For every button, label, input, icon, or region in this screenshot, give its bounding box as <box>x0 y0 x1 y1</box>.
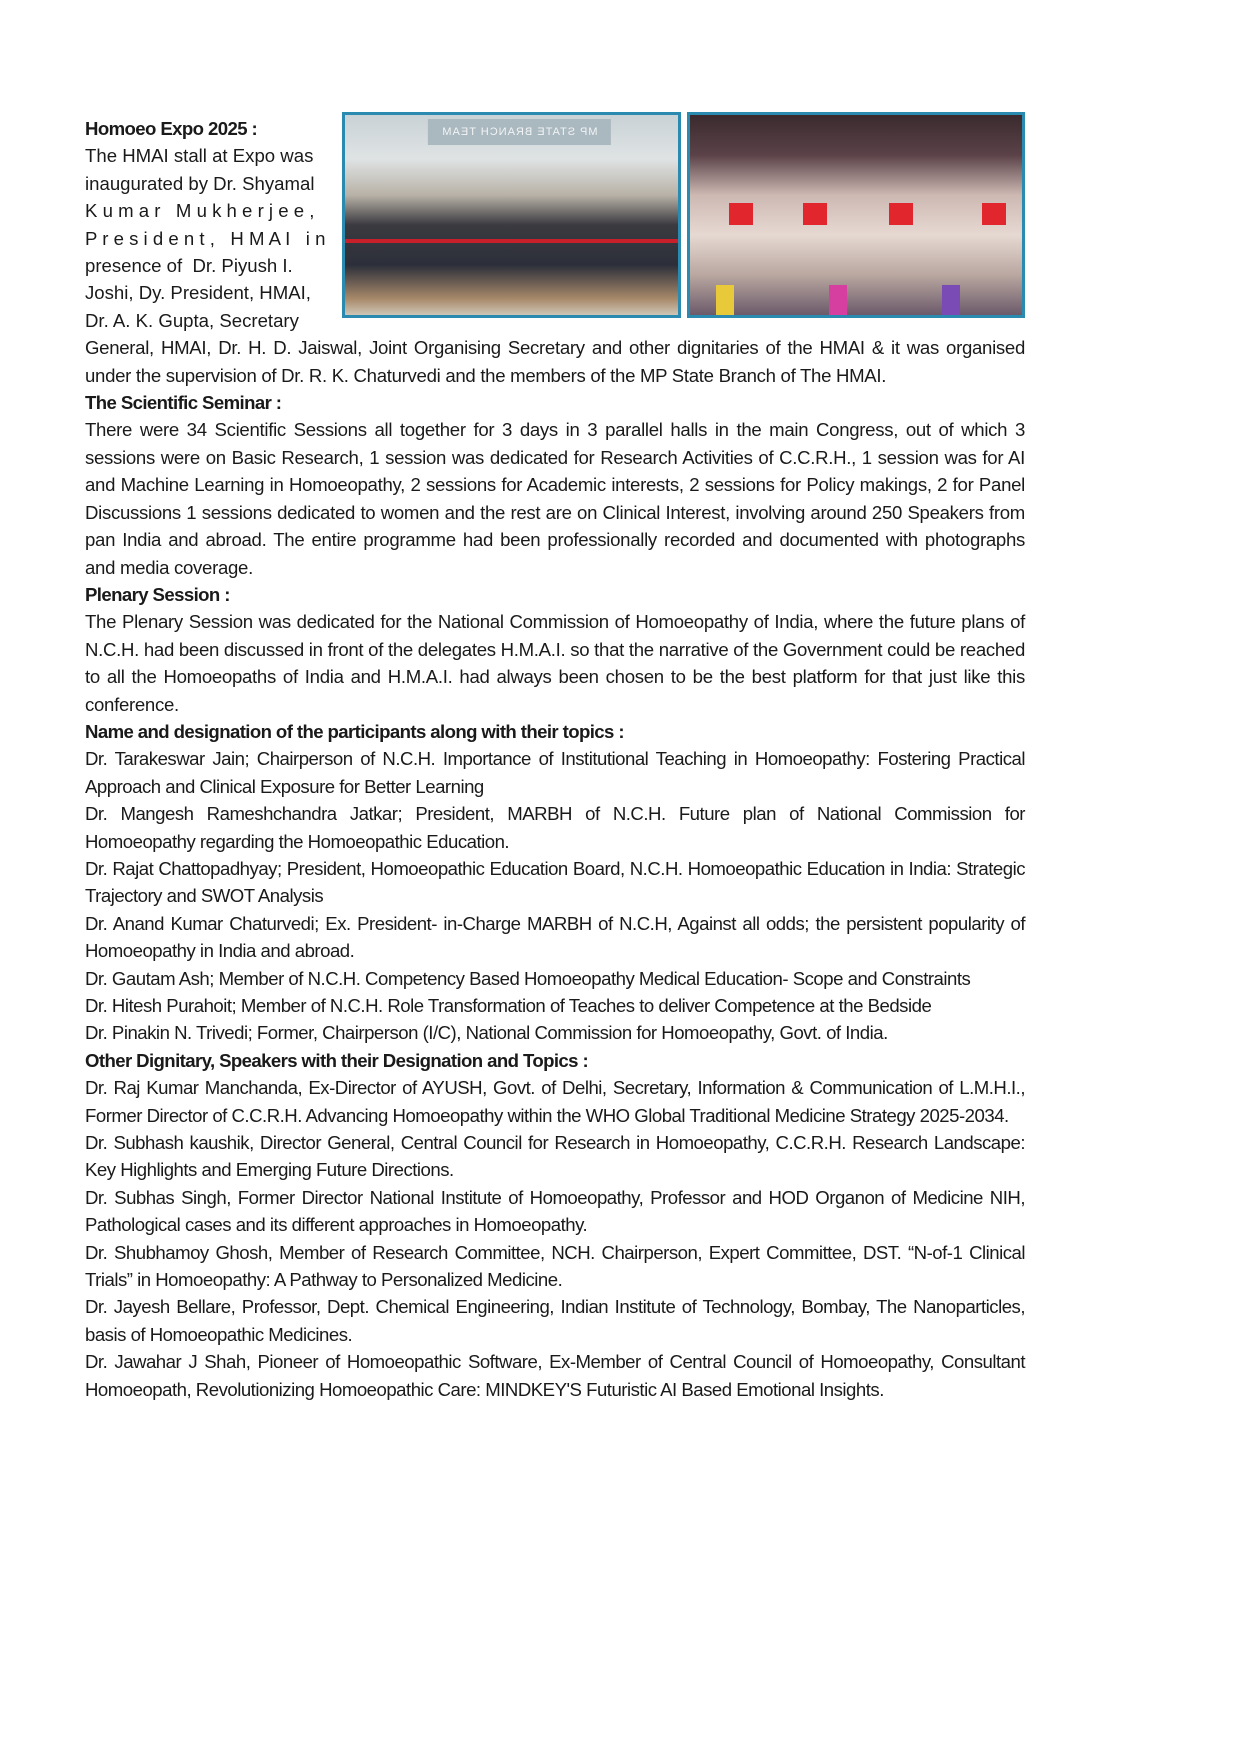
photo-flowers <box>942 285 960 315</box>
participant-entry: Dr. Pinakin N. Trivedi; Former, Chairperson (I/C), National Commission for Homoeopathy, Govt. of India. <box>85 1022 888 1044</box>
expo-line: Joshi, Dy. President, HMAI, <box>85 282 311 304</box>
photo-banner-text: MP STATE BRANCH TEAM <box>428 119 611 145</box>
expo-line: presence of Dr. Piyush I. <box>85 255 293 277</box>
participant-entry: Dr. Anand Kumar Chaturvedi; Ex. President- in-Charge MARBH of N.C.H, Against all odds; the persistent popularity of Homoeopathy in India and abroad. <box>85 912 1025 962</box>
photo-ribbon-cutting <box>342 112 681 318</box>
document-page <box>85 115 1025 1403</box>
seminar-heading: The Scientific Seminar : <box>85 392 282 414</box>
seminar-section <box>85 389 1025 581</box>
photo-book-release <box>687 112 1026 318</box>
seminar-body: There were 34 Scientific Sessions all together for 3 days in 3 parallel halls in the main Congress, out of which 3 sessions were on Basic Research, 1 session was dedicated for Research Activities of C.C.R.H., 1 session was for AI and Machine Learning in Homoeopathy, 2 sessions for Academic interests, 2 sessions for Policy makings, 2 for Panel Discussions 1 sessions dedicated to women and the rest are on Clinical Interest, involving around 250 Speakers from pan India and abroad. The entire programme had been professionally recorded and documented with photographs and media coverage. <box>85 419 1025 578</box>
photo-folder <box>729 203 753 225</box>
photo-folder <box>803 203 827 225</box>
dignitaries-heading: Other Dignitary, Speakers with their Designation and Topics : <box>85 1049 589 1071</box>
dignitary-entry: Dr. Jayesh Bellare, Professor, Dept. Chemical Engineering, Indian Institute of Technology, Bombay, The Nanoparticles, basis of Homoeopathic Medicines. <box>85 1296 1025 1345</box>
photo-flowers <box>716 285 734 315</box>
participant-entry: Dr. Mangesh Rameshchandra Jatkar; President, MARBH of N.C.H. Future plan of National Commission for Homoeopathy regarding the Homoeopathic Education. <box>85 803 1025 852</box>
expo-section <box>85 115 1025 389</box>
dignitary-entry: Dr. Raj Kumar Manchanda, Ex-Director of AYUSH, Govt. of Delhi, Secretary, Information & Communication of L.M.H.I., Former Director of C.C.R.H. Advancing Homoeopathy within the WHO Global Traditional Medicine Strategy 2025-2034. <box>85 1077 1025 1126</box>
dignitaries-section <box>85 1047 1025 1403</box>
photo-ribbon <box>345 239 678 243</box>
dignitary-entry: Dr. Subhash kaushik, Director General, Central Council for Research in Homoeopathy, C.C.R.H. Research Landscape: Key Highlights and Emerging Future Directions. <box>85 1132 1025 1181</box>
photo-flowers <box>829 285 847 315</box>
expo-heading: Homoeo Expo 2025 : <box>85 118 258 139</box>
participants-heading: Name and designation of the participants along with their topics : <box>85 720 624 742</box>
expo-line: The HMAI stall at Expo was <box>85 145 314 167</box>
participants-section <box>85 718 1025 1047</box>
photo-folder <box>982 203 1006 225</box>
expo-line: P r e s i d e n t , H M A I i n <box>85 227 326 249</box>
expo-line: K u m a r M u k h e r j e e , <box>85 200 315 222</box>
dignitary-entry: Dr. Subhas Singh, Former Director National Institute of Homoeopathy, Professor and HOD Organon of Medicine NIH, Pathological cases and its different approaches in Homoeopathy. <box>85 1186 1025 1236</box>
participant-entry: Dr. Hitesh Purahoit; Member of N.C.H. Role Transformation of Teaches to deliver Competence at the Bedside <box>85 995 932 1016</box>
participant-entry: Dr. Tarakeswar Jain; Chairperson of N.C.H. Importance of Institutional Teaching in Homoeopathy: Fostering Practical Approach and Clinical Exposure for Better Learning <box>85 748 1025 797</box>
plenary-section <box>85 581 1025 718</box>
photo-strip <box>342 112 1025 318</box>
plenary-body: The Plenary Session was dedicated for the National Commission of Homoeopathy of India, where the future plans of N.C.H. had been discussed in front of the delegates H.M.A.I. so that the narrative of the Government could be reached to all the Homoeopaths of India and H.M.A.I. had always been chosen to be the best platform for that just like this conference. <box>85 611 1025 715</box>
photo-folder <box>889 203 913 225</box>
expo-line: Dr. A. K. Gupta, Secretary <box>85 309 299 331</box>
expo-continuation: General, HMAI, Dr. H. D. Jaiswal, Joint Organising Secretary and other dignitaries of the HMAI & it was organised under the supervision of Dr. R. K. Chaturvedi and the members of the MP State Branch of The HMAI. <box>85 337 1025 386</box>
dignitary-entry: Dr. Jawahar J Shah, Pioneer of Homoeopathic Software, Ex-Member of Central Council of Homoeopathy, Consultant Homoeopath, Revolutionizing Homoeopathic Care: MINDKEY'S Futuristic AI Based Emotional Insights. <box>85 1351 1025 1400</box>
participant-entry: Dr. Gautam Ash; Member of N.C.H. Competency Based Homoeopathy Medical Education- Scope and Constraints <box>85 967 971 989</box>
participant-entry: Dr. Rajat Chattopadhyay; President, Homoeopathic Education Board, N.C.H. Homoeopathic Education in India: Strategic Trajectory and SWOT Analysis <box>85 857 1025 907</box>
dignitary-entry: Dr. Shubhamoy Ghosh, Member of Research Committee, NCH. Chairperson, Expert Committee, DST. “N-of-1 Clinical Trials” in Homoeopathy: A Pathway to Personalized Medicine. <box>85 1241 1025 1291</box>
expo-line: inaugurated by Dr. Shyamal <box>85 172 315 194</box>
plenary-heading: Plenary Session : <box>85 583 230 605</box>
